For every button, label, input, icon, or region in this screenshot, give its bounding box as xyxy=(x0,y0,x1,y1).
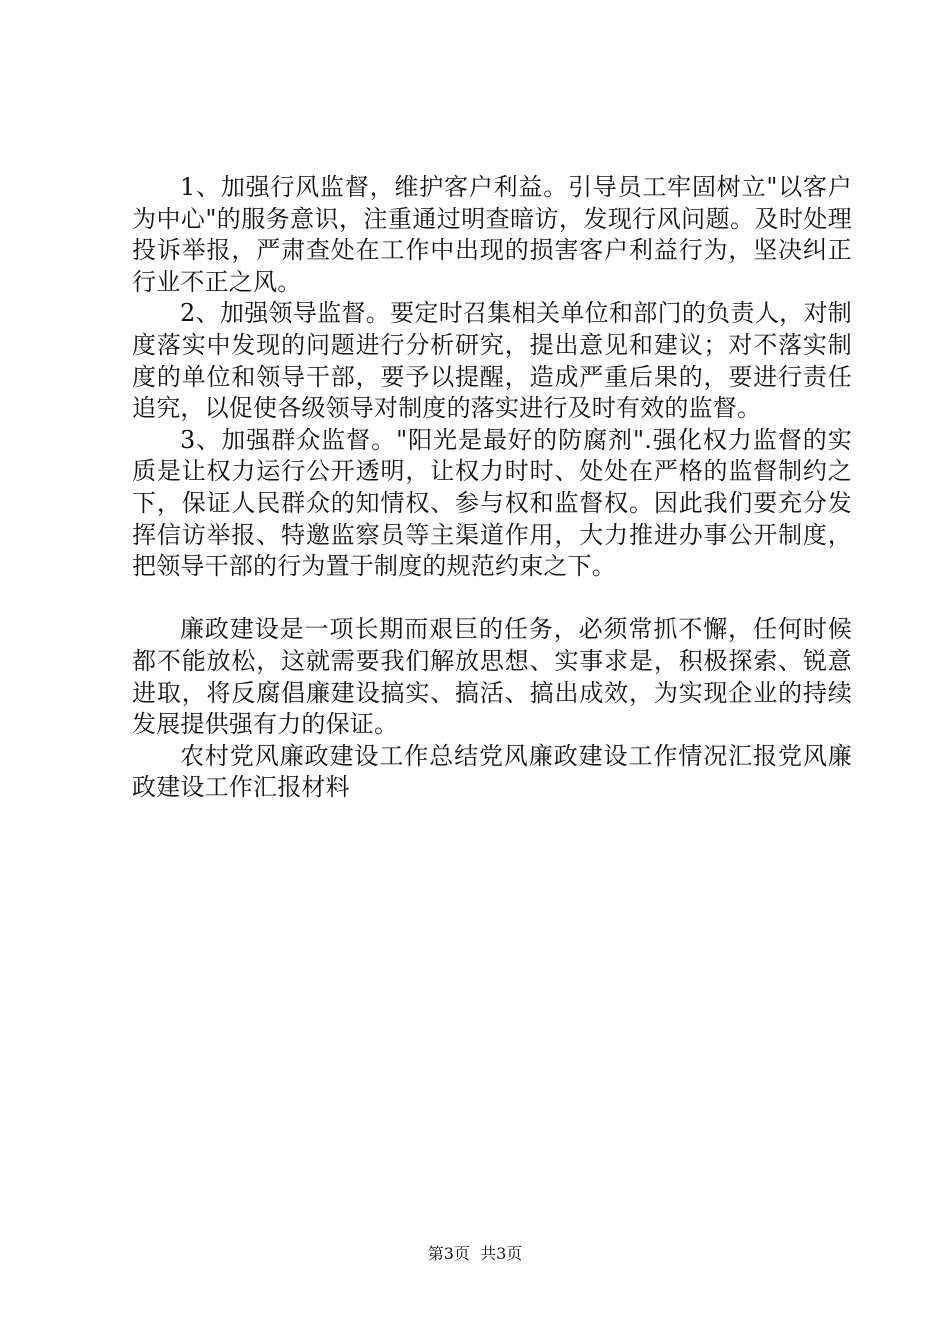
paragraph-leadership-supervision: 2、加强领导监督。要定时召集相关单位和部门的负责人，对制度落实中发现的问题进行分析研究，提出意见和建议；对不落实制度的单位和领导干部，要予以提醒，造成严重后果的，要进行责任追究，以促使各级领导对制度的落实进行及时有效的监督。 xyxy=(132,299,852,423)
page-number: 第3页 共3页 xyxy=(427,1244,523,1263)
paragraph-industry-supervision: 1、加强行风监督，维护客户利益。引导员工牢固树立"以客户为中心"的服务意识，注重通过明查暗访，发现行风问题。及时处理投诉举报，严肃查处在工作中出现的损害客户利益行为，坚决纠正行业不正之风。 xyxy=(132,173,852,296)
document-body xyxy=(132,172,852,804)
paragraph-related-titles: 农村党风廉政建设工作总结党风廉政建设工作情况汇报党风廉政建设工作汇报材料 xyxy=(132,741,852,802)
page-footer xyxy=(0,1243,950,1265)
paragraph-public-supervision: 3、加强群众监督。"阳光是最好的防腐剂".强化权力监督的实质是让权力运行公开透明，让权力时时、处处在严格的监督制约之下，保证人民群众的知情权、参与权和监督权。因此我们要充分发挥信访举报、特邀监察员等主渠道作用，大力推进办事公开制度，把领导干部的行为置于制度的规范约束之下。 xyxy=(132,425,852,581)
paragraph-conclusion: 廉政建设是一项长期而艰巨的任务，必须常抓不懈，任何时候都不能放松，这就需要我们解放思想、实事求是，积极探索、锐意进取，将反腐倡廉建设搞实、搞活、搞出成效，为实现企业的持续发展提供强有力的保证。 xyxy=(132,615,852,739)
